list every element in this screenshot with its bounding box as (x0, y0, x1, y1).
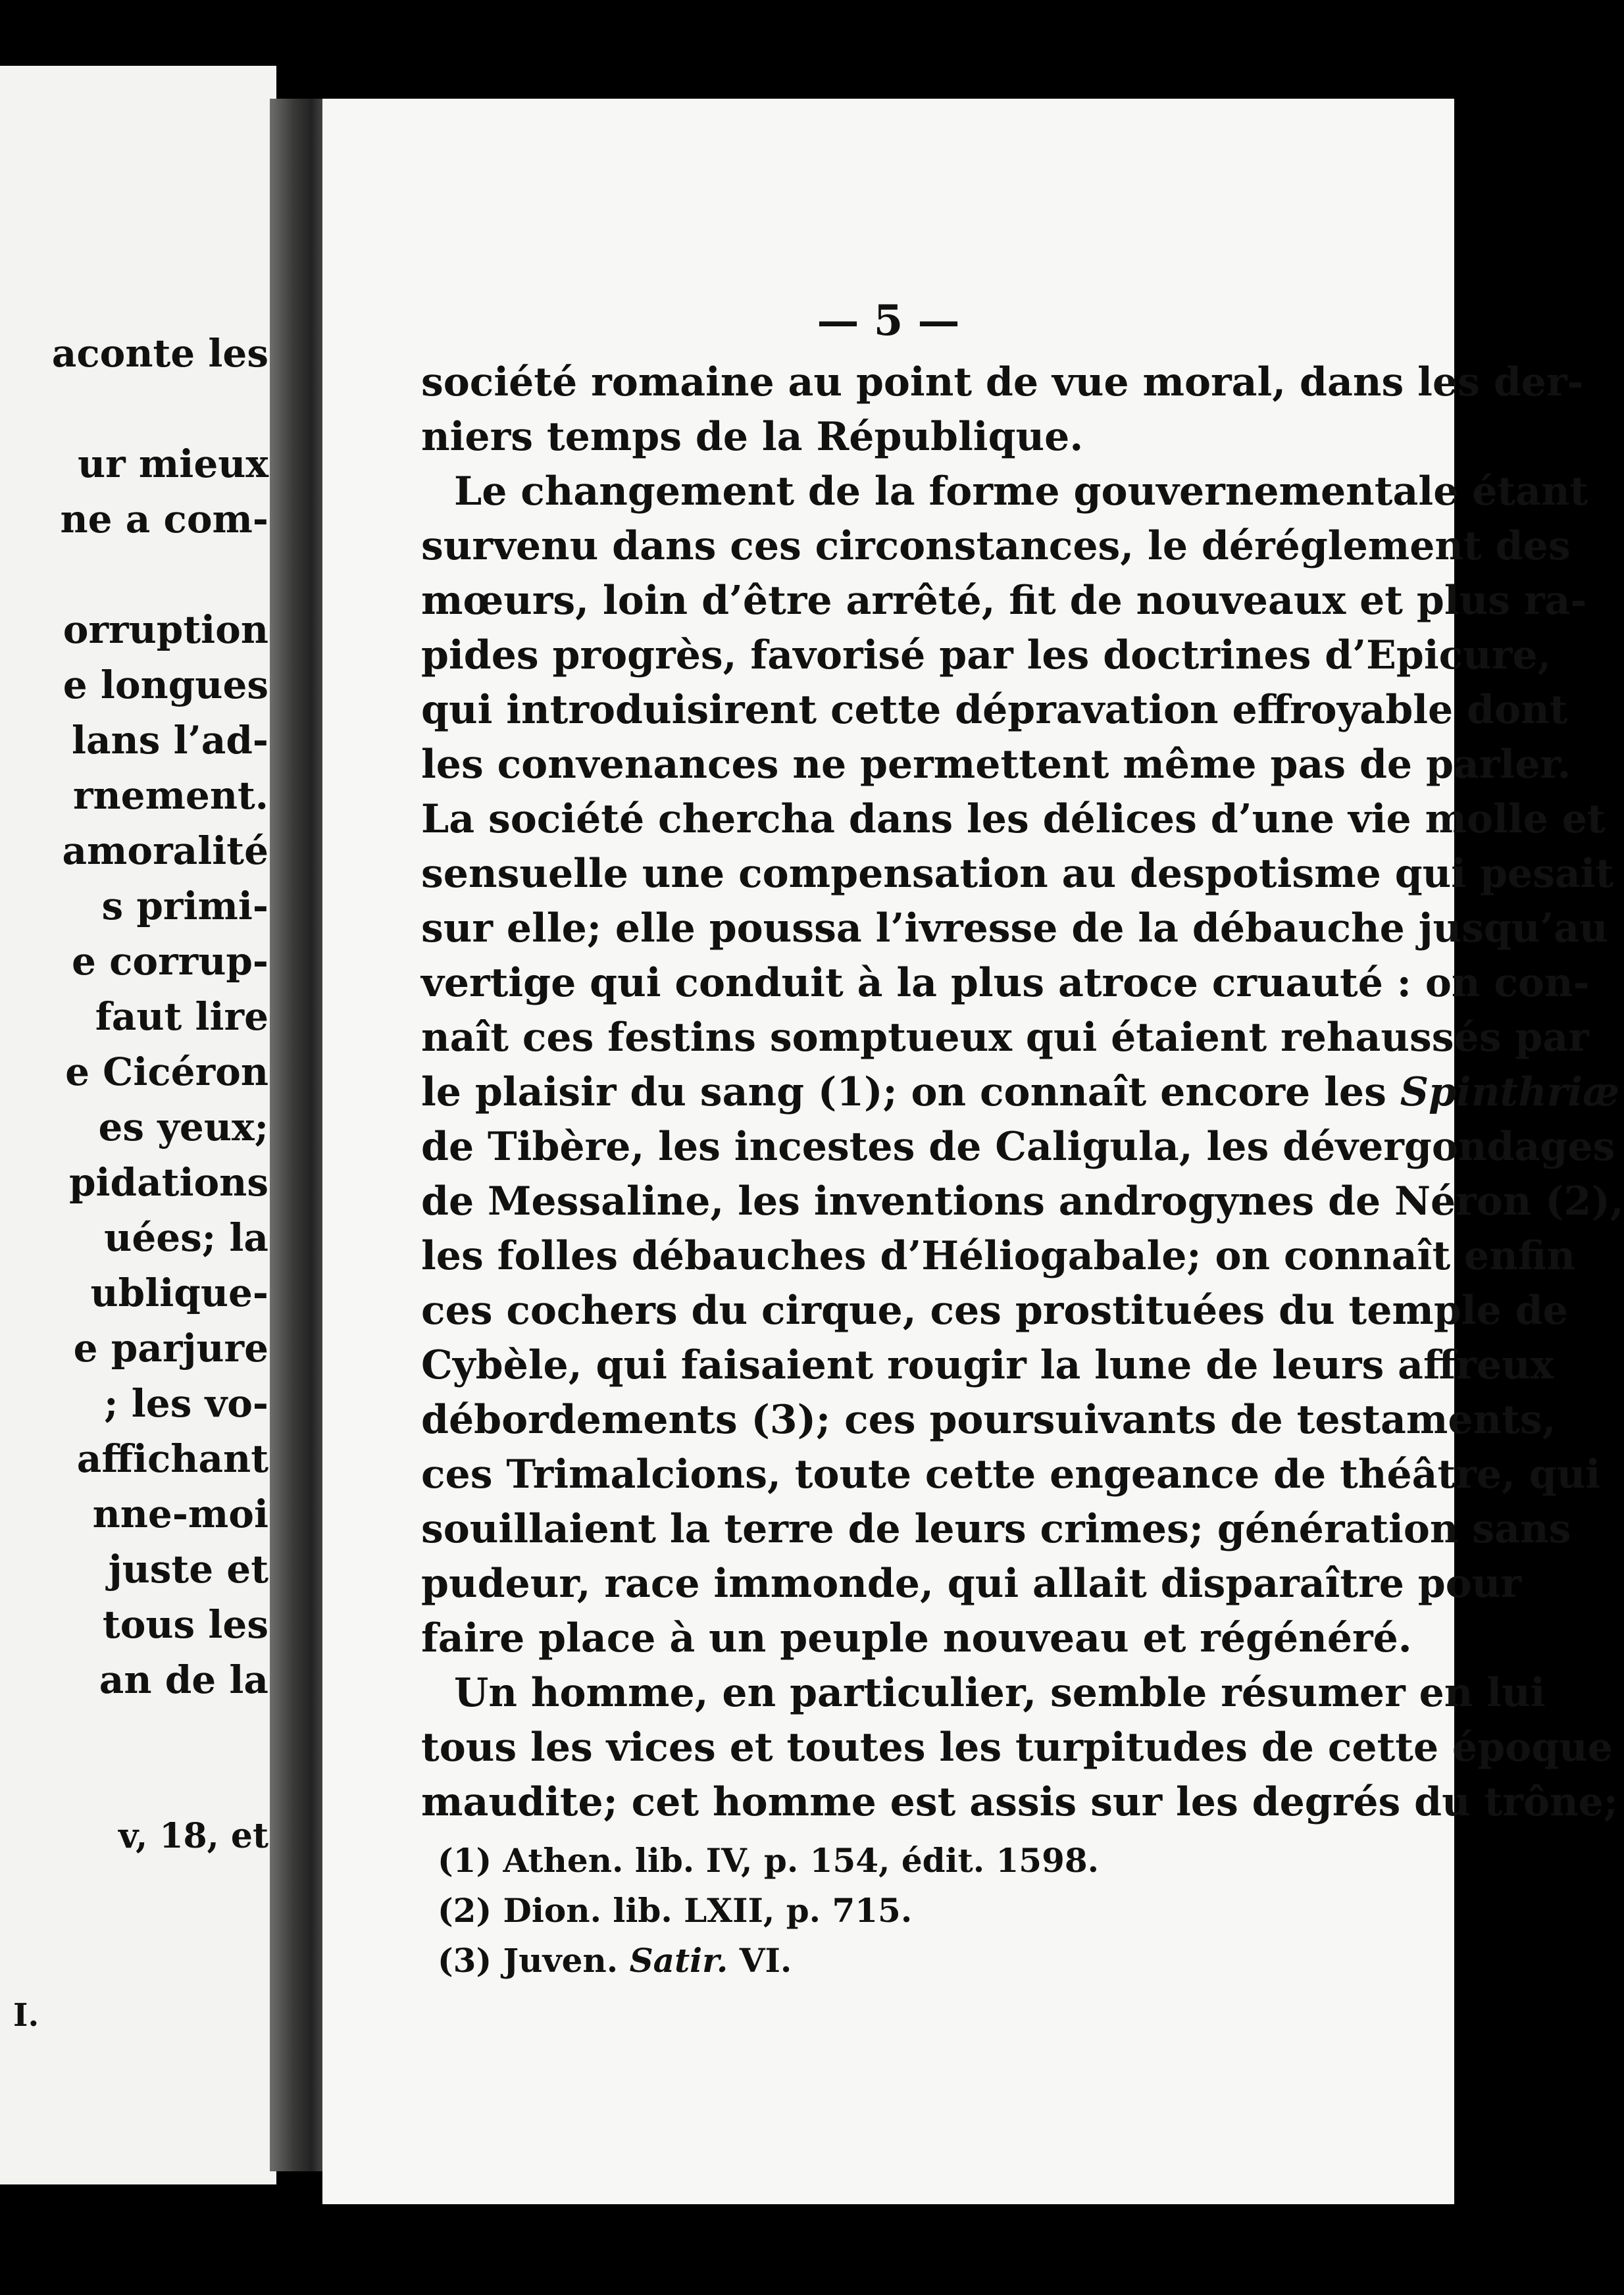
book-gutter (270, 99, 329, 2171)
facing-page-line: rnement. (72, 773, 268, 818)
text-line (421, 847, 1614, 901)
footnotes (438, 1836, 1293, 1986)
text-line (421, 1393, 1556, 1448)
text-line (421, 1502, 1571, 1557)
text-line (421, 1557, 1521, 1611)
text-line-content: La société chercha dans les délices d’une vie molle et (421, 796, 1606, 842)
text-line-content: Le changement de la forme gouvernementale étant (454, 468, 1588, 515)
facing-page-footnote-2: I. (13, 1997, 39, 2034)
text-line (421, 1174, 1624, 1229)
text-line (421, 1338, 1554, 1393)
text-line (421, 465, 1588, 519)
facing-page-line (52, 547, 268, 602)
facing-page-line: nne-moi (92, 1492, 268, 1536)
italic-word: Spinthriæ (1400, 1069, 1620, 1115)
text-line-content: débordements (3); ces poursuivants de testaments, (421, 1397, 1556, 1443)
text-line (421, 792, 1606, 847)
facing-page-line: lans l’ad- (71, 718, 268, 763)
text-line-content: pudeur, race immonde, qui allait disparaître pour (421, 1561, 1521, 1607)
footnote-1: (1) Athen. lib. IV, p. 154, édit. 1598. (438, 1841, 1100, 1880)
text-line (421, 628, 1552, 683)
text-line-content: de Messaline, les inventions androgynes de Néron (2), (421, 1178, 1624, 1224)
facing-page-line: s primi- (101, 884, 268, 928)
text-line (421, 1448, 1601, 1502)
text-line-content: société romaine au point de vue moral, dans les der- (421, 359, 1584, 405)
text-line-content: pides progrès, favorisé par les doctrines d’Epicure, (421, 632, 1552, 678)
text-line (421, 1284, 1568, 1338)
facing-page-line: orruption (63, 607, 268, 652)
text-line-content: souillaient la terre de leurs crimes; génération sans (421, 1506, 1571, 1552)
facing-page-line: e parjure (73, 1326, 268, 1371)
facing-page-line (52, 381, 268, 436)
facing-page-line: amoralité (62, 828, 268, 873)
text-line (421, 519, 1571, 574)
body-text (421, 355, 1624, 1830)
text-line (421, 738, 1571, 792)
footnote-3 (438, 1936, 1293, 1986)
text-line (421, 1666, 1546, 1721)
facing-page-line: aconte les (51, 331, 268, 376)
text-line (421, 956, 1590, 1011)
text-line-content: vertige qui conduit à la plus atroce cruauté : on con- (421, 960, 1590, 1006)
facing-page-line: es yeux; (98, 1105, 268, 1149)
text-line-content: faire place à un peuple nouveau et régénéré. (421, 1615, 1412, 1661)
text-line-content: de Tibère, les incestes de Caligula, les dévergondages (421, 1124, 1615, 1170)
footnote-3-prefix: (3) Juven. (438, 1941, 630, 1980)
text-line-content: qui introduisirent cette dépravation effroyable dont (421, 687, 1568, 733)
text-line (421, 1611, 1412, 1666)
text-line-content: mœurs, loin d’être arrêté, fit de nouveaux et plus ra- (421, 578, 1587, 624)
facing-page-line: e Cicéron (65, 1049, 268, 1094)
text-line-content: Cybèle, qui faisaient rougir la lune de leurs affreux (421, 1342, 1554, 1388)
text-line-content: tous les vices et toutes les turpitudes de cette époque (421, 1725, 1613, 1771)
text-line (421, 355, 1584, 410)
text-line-content: ces Trimalcions, toute cette engeance de théâtre, qui (421, 1451, 1601, 1498)
text-line-content: ces cochers du cirque, ces prostituées du temple de (421, 1288, 1568, 1334)
facing-page-line: ublique- (90, 1271, 268, 1315)
text-line (421, 901, 1608, 956)
facing-page-line: uées; la (104, 1215, 268, 1260)
text-line-content: Un homme, en particulier, semble résumer en lui (454, 1670, 1546, 1716)
text-line-content: naît ces festins somptueux qui étaient rehaussés par (421, 1015, 1589, 1061)
facing-page-line: juste et (108, 1547, 268, 1592)
text-line-content: les folles débauches d’Héliogabale; on connaît enfin (421, 1233, 1576, 1279)
text-line-content: sur elle; elle poussa l’ivresse de la débauche jusqu’au (421, 905, 1608, 951)
facing-page-left (0, 66, 276, 2184)
text-line (421, 574, 1587, 628)
facing-page-text (52, 326, 268, 1707)
text-line (421, 410, 1408, 465)
book-page (322, 99, 1624, 2204)
text-line (421, 683, 1568, 738)
text-line (421, 1721, 1613, 1775)
text-line-content: maudite; cet homme est assis sur les degrés du trône; (421, 1779, 1618, 1825)
facing-page-line: ur mieux (78, 441, 268, 486)
facing-page-line: tous les (102, 1602, 268, 1647)
facing-page-line: e corrup- (71, 939, 268, 984)
facing-page-line: ne a com- (60, 497, 268, 542)
page-number: — 5 — (817, 296, 960, 345)
facing-page-line: pidations (68, 1160, 268, 1205)
footnote-3-suffix: VI. (728, 1941, 792, 1980)
text-line-content: survenu dans ces circonstances, le déréglement des (421, 523, 1571, 569)
text-line-content: les convenances ne permettent même pas de parler. (421, 742, 1571, 788)
facing-page-footnote: v, 18, et (118, 1816, 268, 1856)
text-line (421, 1229, 1576, 1284)
footnote-2: (2) Dion. lib. LXII, p. 715. (438, 1891, 913, 1930)
text-line (421, 1065, 1620, 1120)
facing-page-line: faut lire (95, 994, 268, 1039)
facing-page-line: e longues (63, 663, 268, 707)
facing-page-line: an de la (99, 1657, 268, 1702)
text-line-content: niers temps de la République. (421, 414, 1084, 460)
text-line-content: le plaisir du sang (1); on connaît encore les (421, 1069, 1386, 1115)
text-line (421, 1011, 1589, 1065)
facing-page-line: ; les vo- (104, 1381, 268, 1426)
text-line (421, 1120, 1615, 1174)
facing-page-line: affichant (76, 1436, 268, 1481)
text-line-content: sensuelle une compensation au despotisme qui pesait (421, 851, 1614, 897)
footnote-3-italic: Satir. (629, 1941, 728, 1980)
text-line (421, 1775, 1618, 1830)
